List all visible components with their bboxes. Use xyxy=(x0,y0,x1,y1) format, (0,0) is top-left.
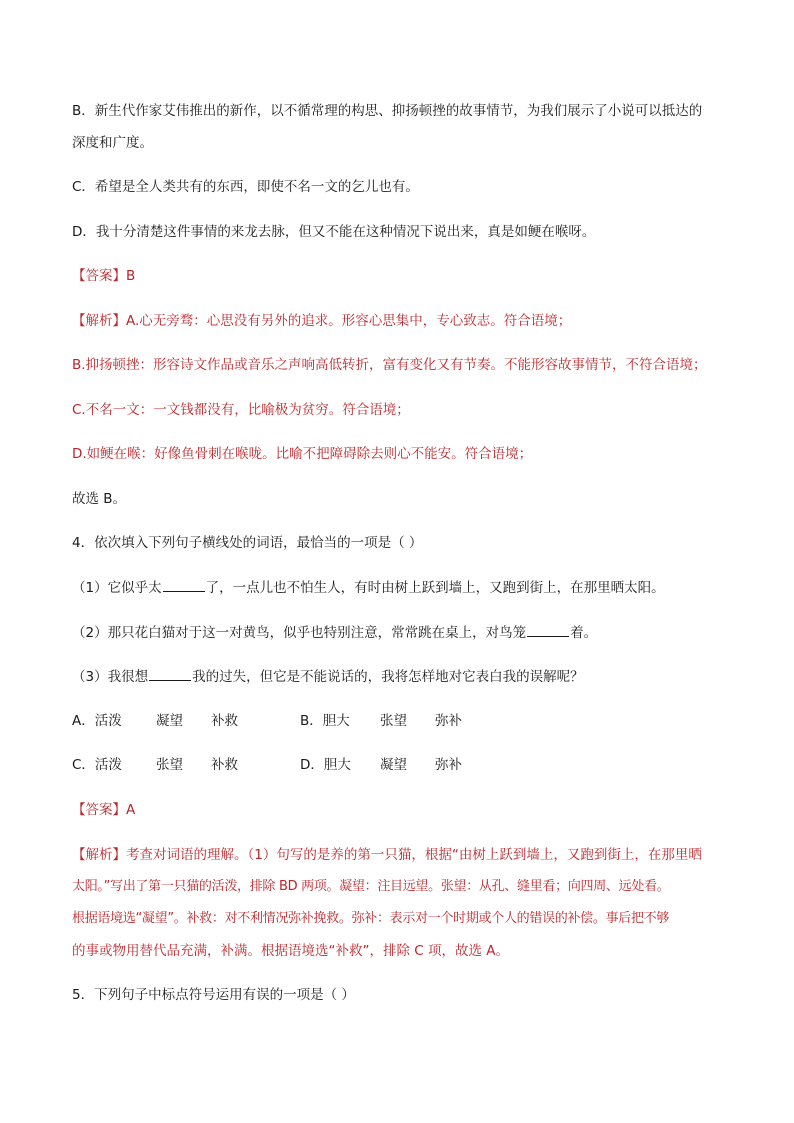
option-word: 凝望 xyxy=(380,757,407,773)
answer-value: A xyxy=(126,802,136,818)
fill-blank xyxy=(527,622,569,637)
q3-option-d: D．我十分清楚这件事情的来龙去脉，但又不能在这种情况下说出来，真是如鲠在喉呀。 xyxy=(72,224,596,240)
option-word: 张望 xyxy=(156,757,183,773)
option-word: 弥补 xyxy=(435,713,462,729)
analysis-text: 考查对词语的理解。（1）句写的是养的第一只猫，根据“由树上跃到墙上，又跑到街上，在那里晒 xyxy=(126,847,702,863)
sentence-text: 了，一点儿也不怕生人，有时由树上跃到墙上，又跑到街上，在那里晒太阳。 xyxy=(205,580,665,596)
option-word: 补救 xyxy=(211,713,238,729)
option-word: 凝望 xyxy=(156,713,183,729)
option-word: 弥补 xyxy=(435,757,462,773)
q4-analysis-line2: 太阳。”写出了第一只猫的活泼，排除 BD 两项。凝望：注目远望。张望：从孔、缝里看；向四周、远处看。 xyxy=(72,879,670,894)
q4-sentence-3 xyxy=(72,666,584,687)
option-label: D．胆大 xyxy=(300,757,351,773)
q4-answer xyxy=(72,800,135,820)
answer-tag: 【答案】 xyxy=(72,802,126,818)
q4-sentence-1 xyxy=(72,577,665,598)
q3-option-b-line2: 深度和广度。 xyxy=(72,135,153,151)
option-label: C．活泼 xyxy=(72,757,122,773)
q3-analysis-c: C.不名一文：一文钱都没有，比喻极为贫穷。符合语境； xyxy=(72,402,410,418)
q4-analysis-line1 xyxy=(72,845,702,865)
q4-analysis-line4: 的事或物用替代品充满，补满。根据语境选“补救”，排除 C 项，故选 A。 xyxy=(72,943,510,959)
q4-stem: 4．依次填入下列句子横线处的词语，最恰当的一项是（ ） xyxy=(72,535,423,551)
sentence-text: （3）我很想 xyxy=(72,669,149,685)
option-label: A．活泼 xyxy=(72,713,122,729)
fill-blank xyxy=(163,577,205,592)
q3-analysis-a xyxy=(72,311,571,331)
option-word: 张望 xyxy=(380,713,407,729)
option-label: B．胆大 xyxy=(300,713,350,729)
sentence-text: 着。 xyxy=(570,625,598,641)
sentence-text: （1）它似乎太 xyxy=(72,580,162,596)
q3-analysis-d: D.如鲠在喉：好像鱼骨刺在喉咙。比喻不把障碍除去则心不能安。符合语境； xyxy=(72,446,533,462)
sentence-text: 我的过失，但它是不能说话的，我将怎样地对它表白我的误解呢？ xyxy=(192,669,584,685)
q5-stem: 5．下列句子中标点符号运用有误的一项是（ ） xyxy=(72,987,355,1003)
option-word: 补救 xyxy=(211,757,238,773)
answer-tag: 【答案】 xyxy=(72,268,126,284)
analysis-text: A.心无旁骛：心思没有另外的追求。形容心思集中，专心致志。符合语境； xyxy=(126,313,572,329)
q3-answer xyxy=(72,266,135,286)
q3-option-b-line1: B．新生代作家艾伟推出的新作，以不循常理的构思、抑扬顿挫的故事情节，为我们展示了小说可以抵达的 xyxy=(72,103,703,119)
sentence-text: （2）那只花白猫对于这一对黄鸟，似乎也特别注意，常常跳在桌上，对鸟笼 xyxy=(72,625,527,641)
answer-value: B xyxy=(126,268,136,284)
analysis-tag: 【解析】 xyxy=(72,847,126,863)
q3-conclusion: 故选 B。 xyxy=(72,491,127,507)
q3-analysis-b: B.抑扬顿挫：形容诗文作品或音乐之声响高低转折，富有变化又有节奏。不能形容故事情节，不符合语境； xyxy=(72,357,707,373)
q3-option-c: C．希望是全人类共有的东西，即使不名一文的乞儿也有。 xyxy=(72,179,419,195)
q4-sentence-2 xyxy=(72,622,597,643)
analysis-tag: 【解析】 xyxy=(72,313,126,329)
fill-blank xyxy=(149,666,191,681)
q4-analysis-line3: 根据语境选“凝望”。补救：对不利情况弥补挽救。弥补：表示对一个时期或个人的错误的补偿。事后把不够 xyxy=(72,911,670,926)
